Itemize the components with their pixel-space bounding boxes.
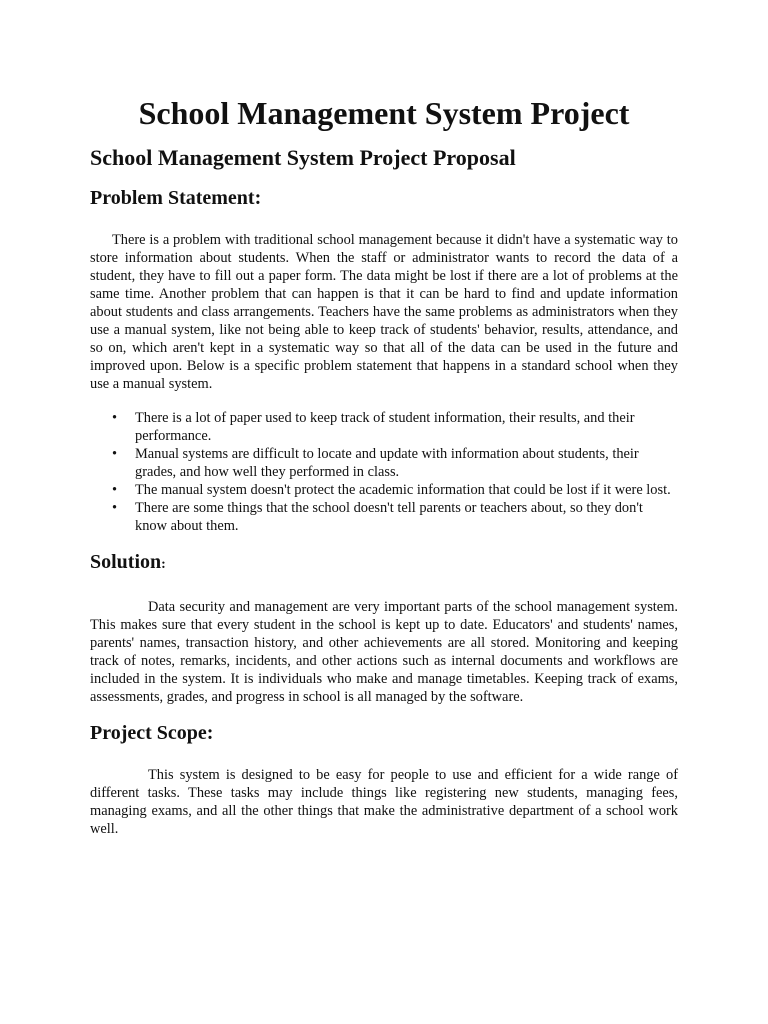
problem-statement-section xyxy=(90,185,678,535)
bullet-text: There is a lot of paper used to keep track of student information, their results, and their performance. xyxy=(135,410,635,444)
solution-heading-colon: : xyxy=(161,557,166,572)
project-scope-paragraph: This system is designed to be easy for people to use and efficient for a wide range of different tasks. These tasks may include things like registering new students, managing fees, managing exams, and all the other things that make the administrative department of a school work well. xyxy=(90,767,678,837)
problem-statement-paragraph: There is a problem with traditional school management because it didn't have a systematic way to store information about students. When the staff or administrator wants to record the data of a student, they have to fill out a paper form. The data might be lost if there are a lot of problems at the same time. Another problem that can happen is that it can be hard to find and update information about students and class arrangements. Teachers have the same problems as administrators when they use a manual system, like not being able to keep track of students' behavior, results, attendance, and so on, which aren't kept in a systematic way so that all of the data can be used in the future and improved upon. Below is a specific problem statement that happens in a standard school when they use a manual system. xyxy=(90,232,678,392)
bullet-text: The manual system doesn't protect the academic information that could be lost if it were lost. xyxy=(135,482,671,498)
list-item xyxy=(90,499,678,535)
bullet-text: Manual systems are difficult to locate and update with information about students, their grades, and how well they performed in class. xyxy=(135,446,639,480)
document-subtitle: School Management System Project Proposal xyxy=(90,145,516,170)
list-item xyxy=(90,481,678,499)
list-item xyxy=(90,445,678,481)
solution-heading xyxy=(90,549,678,578)
bullet-icon: • xyxy=(112,446,118,462)
project-scope-section xyxy=(90,720,678,838)
solution-paragraph: Data security and management are very important parts of the school management system. This makes sure that every student in the school is kept up to date. Educators' and students' names, parents' names, transaction history, and other achievements are all stored. Monitoring and keeping track of notes, remarks, incidents, and other actions such as internal documents and workflows are included in the system. It is individuals who make and manage timetables. Keeping track of exams, assessments, grades, and progress in school is all managed by the software. xyxy=(90,599,678,705)
bullet-icon: • xyxy=(112,482,118,498)
solution-section xyxy=(90,549,678,706)
problem-statement-heading: Problem Statement: xyxy=(90,187,262,209)
bullet-text: There are some things that the school doesn't tell parents or teachers about, so they don't know about them. xyxy=(135,500,643,534)
project-scope-heading: Project Scope: xyxy=(90,722,214,744)
bullet-icon: • xyxy=(112,500,118,516)
list-item xyxy=(90,409,678,445)
bullet-icon: • xyxy=(112,410,118,426)
document-title: School Management System Project xyxy=(138,95,630,131)
solution-heading-text: Solution xyxy=(90,551,162,573)
problem-bullet-list xyxy=(90,409,678,535)
